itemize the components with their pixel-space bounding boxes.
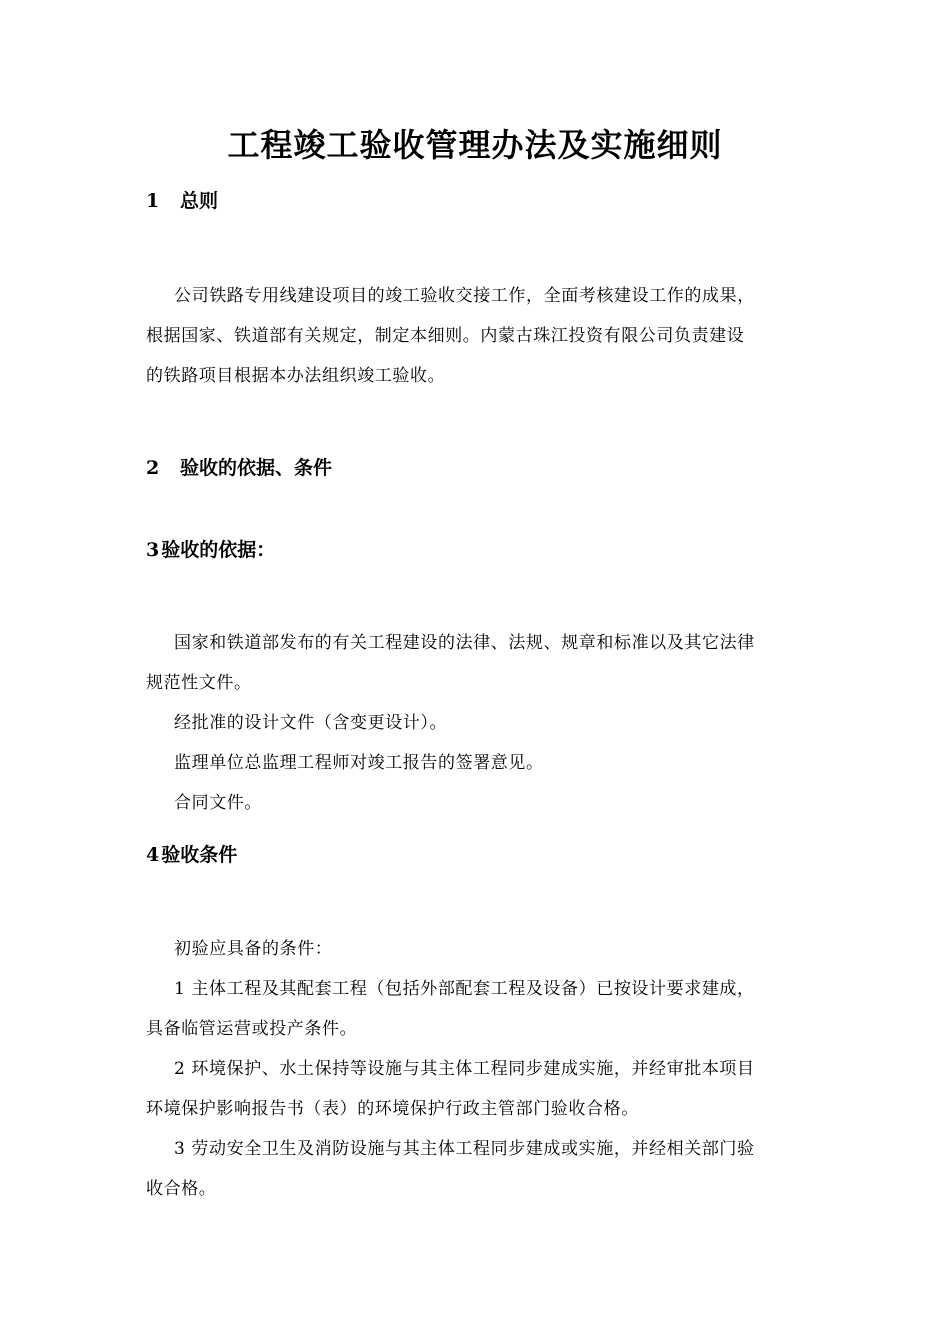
- basis-line: 国家和铁道部发布的有关工程建设的法律、法规、规章和标准以及其它法律: [174, 633, 755, 653]
- section-1-number: 1: [146, 190, 160, 212]
- section-3-number: 3: [146, 539, 160, 561]
- section-3-title: 验收的依据：: [161, 539, 276, 561]
- section-2-number: 2: [146, 457, 160, 479]
- conditions-line: 1 主体工程及其配套工程（包括外部配套工程及设备）已按设计要求建成，: [174, 979, 755, 999]
- conditions-line: 初验应具备的条件：: [174, 939, 333, 959]
- conditions-line: 具备临管运营或投产条件。: [146, 1019, 358, 1039]
- conditions-line: 2 环境保护、水土保持等设施与其主体工程同步建成实施，并经审批本项目: [174, 1059, 755, 1079]
- section-1-heading: [146, 186, 218, 213]
- section-4-title: 验收条件: [161, 844, 238, 866]
- document-title: 工程竣工验收管理办法及实施细则: [227, 126, 723, 164]
- paragraph-line: 的铁路项目根据本办法组织竣工验收。: [146, 366, 446, 386]
- section-4-heading: [146, 840, 237, 867]
- basis-line: 合同文件。: [174, 793, 262, 813]
- conditions-line: 3 劳动安全卫生及消防设施与其主体工程同步建成或实施，并经相关部门验: [174, 1139, 755, 1159]
- conditions-line: 收合格。: [146, 1179, 217, 1199]
- basis-line: 经批准的设计文件（含变更设计）。: [174, 713, 448, 733]
- section-1-title: 总则: [180, 190, 219, 212]
- section-4-number: 4: [146, 844, 160, 866]
- section-3-heading: [146, 535, 275, 562]
- paragraph-line: 根据国家、铁道部有关规定，制定本细则。内蒙古珠江投资有限公司负责建设: [146, 326, 745, 346]
- basis-line: 监理单位总监理工程师对竣工报告的签署意见。: [174, 753, 544, 773]
- section-2-heading: [146, 453, 332, 480]
- section-2-title: 验收的依据、条件: [180, 457, 333, 479]
- conditions-line: 环境保护影响报告书（表）的环境保护行政主管部门验收合格。: [146, 1099, 639, 1119]
- paragraph-line: 公司铁路专用线建设项目的竣工验收交接工作，全面考核建设工作的成果，: [174, 286, 755, 306]
- basis-line: 规范性文件。: [146, 673, 252, 693]
